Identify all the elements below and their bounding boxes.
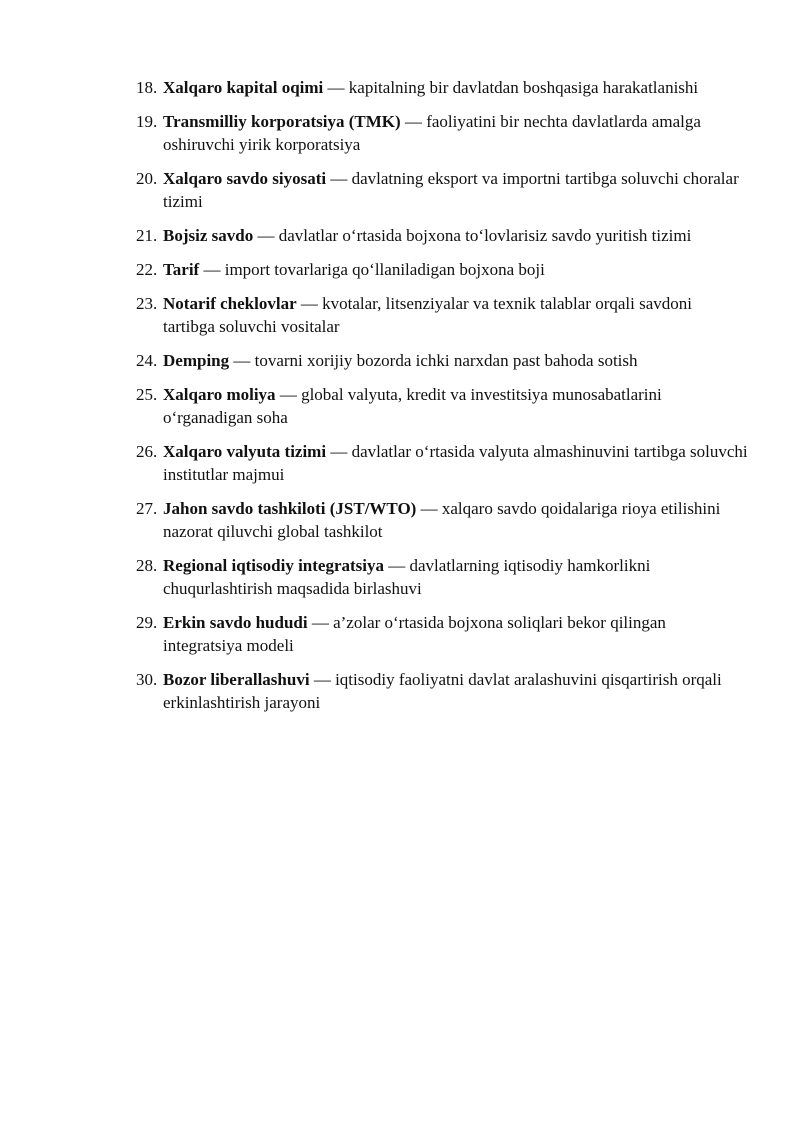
glossary-list — [136, 76, 748, 725]
glossary-item — [136, 258, 748, 281]
item-number: 26. — [136, 442, 158, 461]
item-term: Bojsiz savdo — [163, 226, 254, 245]
item-number: 22. — [136, 260, 158, 279]
glossary-item — [136, 76, 748, 99]
item-term: Bozor liberallashuvi — [163, 670, 310, 689]
item-definition: — iqtisodiy faoliyatni davlat aralashuvini qisqartirish orqali erkinlashtirish jarayoni — [163, 670, 722, 712]
item-definition: — davlatlar o‘rtasida valyuta almashinuvini tartibga soluvchi institutlar majmui — [163, 442, 748, 484]
glossary-item — [136, 292, 748, 338]
item-term: Transmilliy korporatsiya (TMK) — [163, 112, 401, 131]
item-term: Demping — [163, 351, 230, 370]
glossary-item — [136, 611, 748, 657]
item-number: 30. — [136, 670, 158, 689]
item-term: Tarif — [163, 260, 200, 279]
item-number: 18. — [136, 78, 158, 97]
glossary-item — [136, 554, 748, 600]
item-definition: — global valyuta, kredit va investitsiya munosabatlarini o‘rganadigan soha — [163, 385, 662, 427]
item-term: Regional iqtisodiy integratsiya — [163, 556, 385, 575]
item-number: 21. — [136, 226, 158, 245]
item-definition: — xalqaro savdo qoidalariga rioya etilishini nazorat qiluvchi global tashkilot — [163, 499, 721, 541]
item-definition: — davlatlarning iqtisodiy hamkorlikni chuqurlashtirish maqsadida birlashuvi — [163, 556, 651, 598]
item-number: 23. — [136, 294, 158, 313]
item-term: Notarif cheklovlar — [163, 294, 297, 313]
glossary-item — [136, 668, 748, 714]
item-definition: — a’zolar o‘rtasida bojxona soliqlari bekor qilingan integratsiya modeli — [163, 613, 666, 655]
item-definition: — kapitalning bir davlatdan boshqasiga harakatlanishi — [323, 78, 699, 97]
item-number: 25. — [136, 385, 158, 404]
glossary-item — [136, 349, 748, 372]
glossary-item — [136, 167, 748, 213]
item-definition: — davlatlar o‘rtasida bojxona to‘lovlarisiz savdo yuritish tizimi — [253, 226, 692, 245]
item-term: Erkin savdo hududi — [163, 613, 308, 632]
glossary-item — [136, 440, 748, 486]
item-number: 24. — [136, 351, 158, 370]
glossary-item — [136, 224, 748, 247]
item-definition: — tovarni xorijiy bozorda ichki narxdan past bahoda sotish — [229, 351, 638, 370]
item-number: 19. — [136, 112, 158, 131]
item-definition: — import tovarlariga qo‘llaniladigan bojxona boji — [199, 260, 545, 279]
glossary-item — [136, 110, 748, 156]
item-number: 28. — [136, 556, 158, 575]
item-definition: — faoliyatini bir nechta davlatlarda amalga oshiruvchi yirik korporatsiya — [163, 112, 701, 154]
item-term: Jahon savdo tashkiloti (JST/WTO) — [163, 499, 417, 518]
item-term: Xalqaro valyuta tizimi — [163, 442, 327, 461]
item-number: 29. — [136, 613, 158, 632]
item-number: 20. — [136, 169, 158, 188]
item-term: Xalqaro kapital oqimi — [163, 78, 324, 97]
item-definition: — kvotalar, litsenziyalar va texnik talablar orqali savdoni tartibga soluvchi vositalar — [163, 294, 692, 336]
item-number: 27. — [136, 499, 158, 518]
glossary-item — [136, 497, 748, 543]
item-definition: — davlatning eksport va importni tartibga soluvchi choralar tizimi — [163, 169, 739, 211]
glossary-item — [136, 383, 748, 429]
item-term: Xalqaro savdo siyosati — [163, 169, 327, 188]
item-term: Xalqaro moliya — [163, 385, 276, 404]
